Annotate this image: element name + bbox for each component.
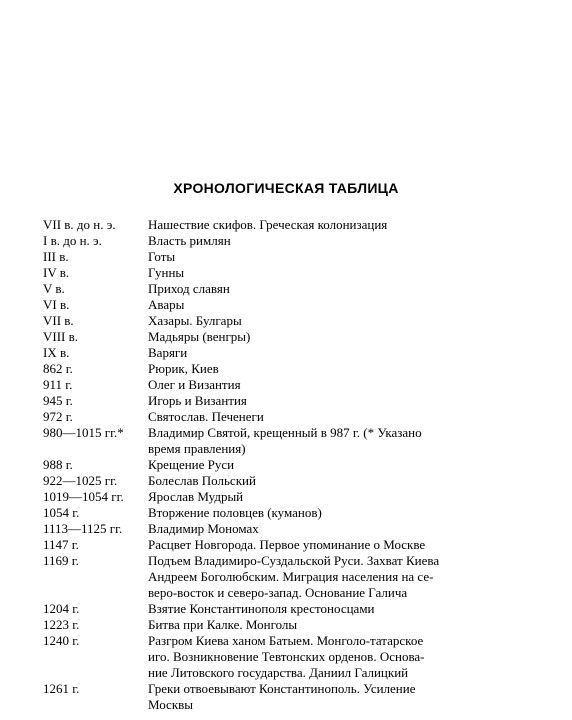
row-event-line: Андреем Боголюбским. Миграция населения на се-	[148, 569, 434, 584]
chronology-table	[43, 217, 488, 713]
row-event-line: Москвы	[148, 697, 194, 712]
row-event-line: Гунны	[148, 265, 185, 280]
row-event-line: Приход славян	[148, 281, 230, 296]
row-event	[148, 329, 488, 345]
row-event	[148, 489, 488, 505]
row-event	[148, 505, 488, 521]
table-row	[43, 601, 488, 617]
row-event	[148, 377, 488, 393]
row-date: 862 г.	[43, 361, 73, 376]
row-event	[148, 393, 488, 409]
row-event-line: Святослав. Печенеги	[148, 409, 264, 424]
row-event	[148, 217, 488, 233]
row-event	[148, 681, 488, 713]
table-row	[43, 521, 488, 537]
table-row	[43, 425, 488, 457]
row-event-line: Владимир Мономах	[148, 521, 259, 536]
row-event	[148, 601, 488, 617]
row-event-line: Рюрик, Киев	[148, 361, 219, 376]
row-date: V в.	[43, 281, 65, 296]
row-event-line: Разгром Киева ханом Батыем. Монголо-татарское	[148, 633, 424, 648]
row-event-line: Взятие Константинополя крестоносцами	[148, 601, 375, 616]
row-date: III в.	[43, 249, 69, 264]
row-event-line: Битва при Калке. Монголы	[148, 617, 298, 632]
row-event	[148, 521, 488, 537]
row-date: 911 г.	[43, 377, 73, 392]
table-row	[43, 489, 488, 505]
row-date: 1223 г.	[43, 617, 80, 632]
row-event	[148, 281, 488, 297]
table-row	[43, 265, 488, 281]
row-date: 1113—1125 гг.	[43, 521, 123, 536]
row-date: 972 г.	[43, 409, 73, 424]
table-row	[43, 297, 488, 313]
page-title: ХРОНОЛОГИЧЕСКАЯ ТАБЛИЦА	[173, 180, 399, 196]
row-event-line: Игорь и Византия	[148, 393, 247, 408]
row-date: 1147 г.	[43, 537, 79, 552]
row-date: 1240 г.	[43, 633, 80, 648]
table-row	[43, 329, 488, 345]
row-date: 1204 г.	[43, 601, 80, 616]
row-date: IV в.	[43, 265, 70, 280]
row-event-line: веро-восток и северо-запад. Основание Галича	[148, 585, 408, 600]
table-row	[43, 217, 488, 233]
table-row	[43, 473, 488, 489]
table-row	[43, 505, 488, 521]
table-row	[43, 537, 488, 553]
row-event	[148, 297, 488, 313]
row-event-line: Олег и Византия	[148, 377, 241, 392]
table-row	[43, 313, 488, 329]
row-event-line: Хазары. Булгары	[148, 313, 242, 328]
row-event	[148, 553, 488, 601]
table-row	[43, 233, 488, 249]
table-row	[43, 409, 488, 425]
table-row	[43, 681, 488, 713]
row-event	[148, 537, 488, 553]
row-event	[148, 361, 488, 377]
table-row	[43, 249, 488, 265]
row-date: IX в.	[43, 345, 70, 360]
row-date: 1019—1054 гг.	[43, 489, 124, 504]
table-row	[43, 457, 488, 473]
row-event	[148, 409, 488, 425]
row-event-line: Власть римлян	[148, 233, 231, 248]
row-date: 980—1015 гг.*	[43, 425, 124, 440]
row-event-line: время правления)	[148, 441, 246, 456]
table-row	[43, 361, 488, 377]
row-event-line: Вторжение половцев (куманов)	[148, 505, 322, 520]
row-event-line: Мадьяры (венгры)	[148, 329, 251, 344]
row-date: VI в.	[43, 297, 70, 312]
row-date: VII в. до н. э.	[43, 217, 116, 232]
row-event-line: Готы	[148, 249, 176, 264]
row-event-line: иго. Возникновение Тевтонских орденов. Основа-	[148, 649, 425, 664]
row-event	[148, 457, 488, 473]
row-event-line: Нашествие скифов. Греческая колонизация	[148, 217, 388, 232]
row-event	[148, 249, 488, 265]
table-row	[43, 553, 488, 601]
row-date: 988 г.	[43, 457, 73, 472]
row-event-line: Расцвет Новгорода. Первое упоминание о Москве	[148, 537, 426, 552]
row-event	[148, 473, 488, 489]
row-date: 1261 г.	[43, 681, 80, 696]
row-event	[148, 313, 488, 329]
row-date: 1054 г.	[43, 505, 80, 520]
row-date: 922—1025 гг.	[43, 473, 118, 488]
row-date: VII в.	[43, 313, 74, 328]
row-event-line: Авары	[148, 297, 185, 312]
row-event-line: Варяги	[148, 345, 188, 360]
row-event-line: Подъем Владимиро-Суздальской Руси. Захват Киева	[148, 553, 440, 568]
table-row	[43, 633, 488, 681]
row-event-line: Ярослав Мудрый	[148, 489, 244, 504]
row-event	[148, 345, 488, 361]
row-event-line: Крещение Руси	[148, 457, 235, 472]
table-row	[43, 617, 488, 633]
row-event-line: Болеслав Польский	[148, 473, 256, 488]
row-event	[148, 617, 488, 633]
row-date: 1169 г.	[43, 553, 79, 568]
row-date: VIII в.	[43, 329, 79, 344]
row-event	[148, 265, 488, 281]
row-event	[148, 633, 488, 681]
row-event-line: Греки отвоевывают Константинополь. Усиление	[148, 681, 416, 696]
table-row	[43, 393, 488, 409]
row-event-line: ние Литовского государства. Даниил Галицкий	[148, 665, 409, 680]
table-row	[43, 281, 488, 297]
row-date: I в. до н. э.	[43, 233, 102, 248]
row-event	[148, 425, 488, 457]
row-date: 945 г.	[43, 393, 73, 408]
row-event	[148, 233, 488, 249]
table-row	[43, 377, 488, 393]
row-event-line: Владимир Святой, крещенный в 987 г. (* Указано	[148, 425, 422, 440]
table-row	[43, 345, 488, 361]
